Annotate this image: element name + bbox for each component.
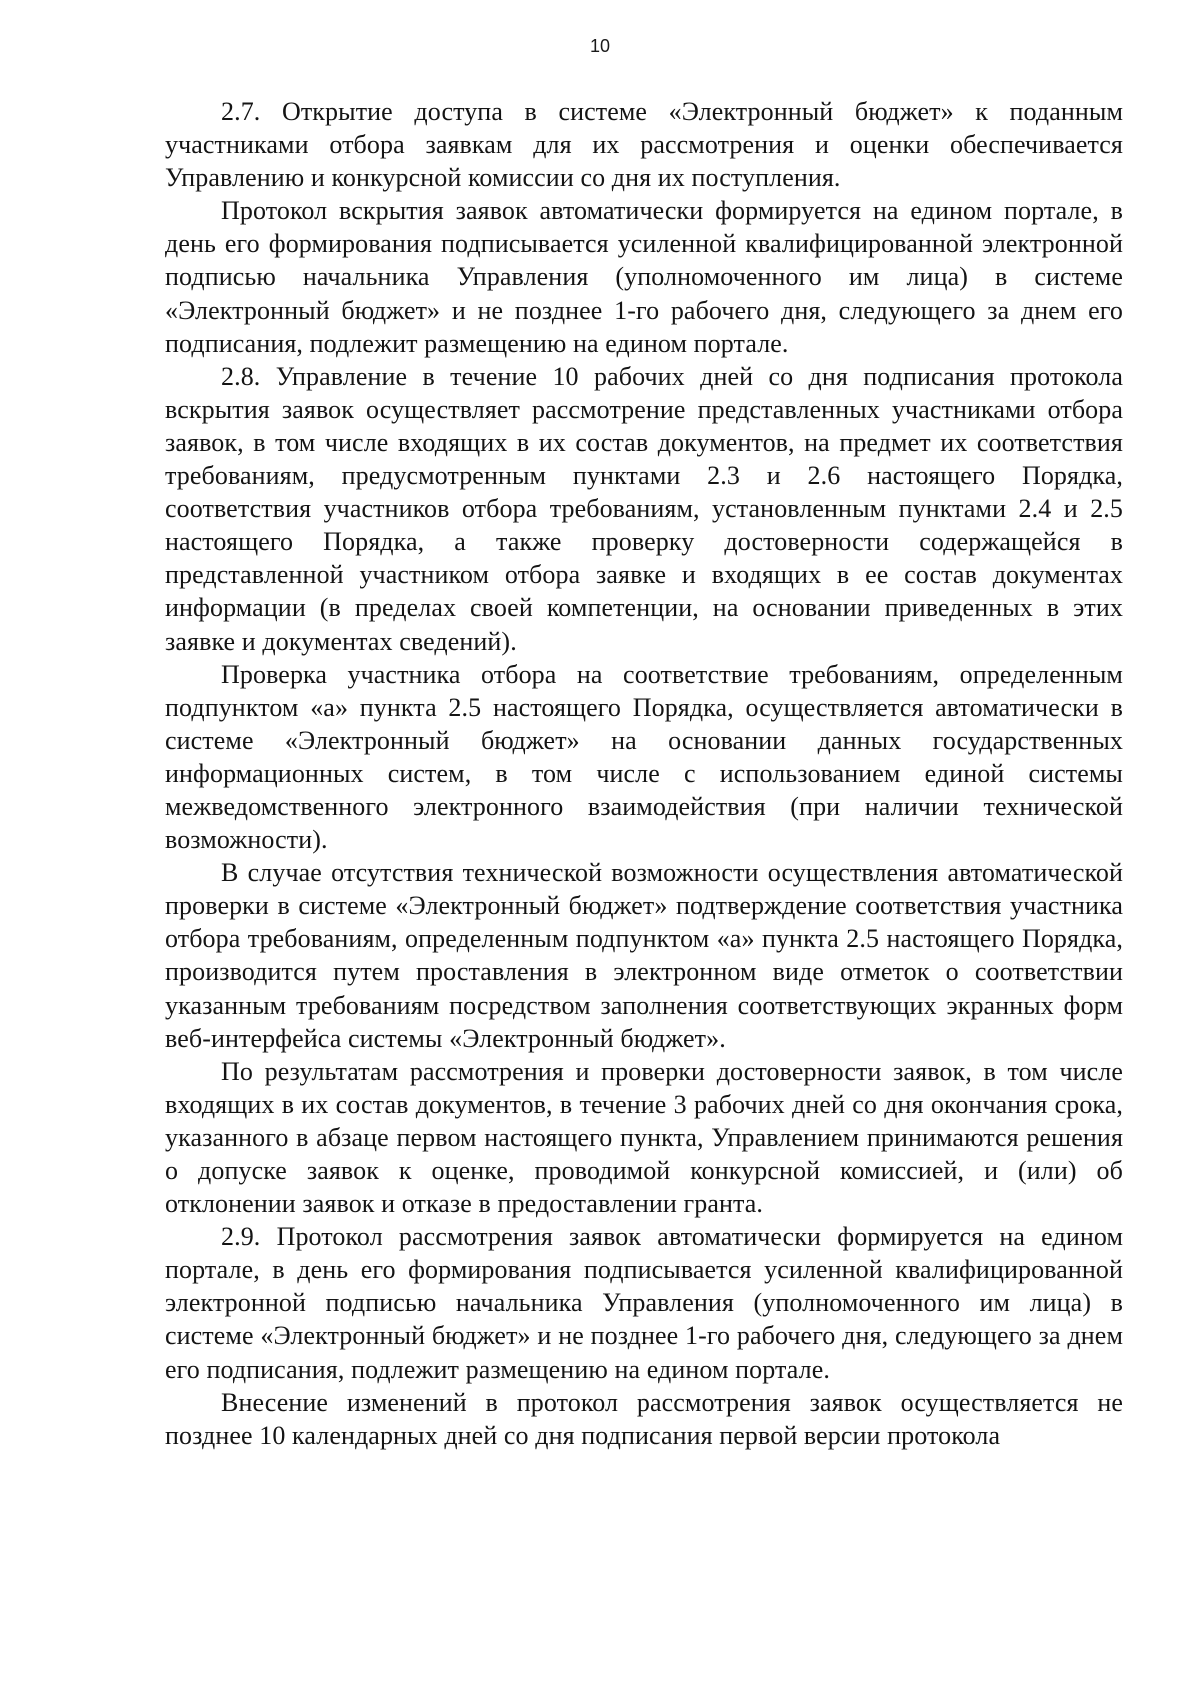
paragraph-2-9: 2.9. Протокол рассмотрения заявок автоматически формируется на едином портале, в день его формирования подписывается усиленной квалифицированной электронной подписью начальника Управления (уполномоченного им лица) в системе «Электронный бюджет» и не позднее 1-го рабочего дня, следующего за днем его подписания, подлежит размещению на едином портале. [165, 1222, 1123, 1384]
paragraph-2-7: 2.7. Открытие доступа в системе «Электронный бюджет» к поданным участниками отбора заявкам для их рассмотрения и оценки обеспечивается Управлению и конкурсной комиссии со дня их поступления. [165, 97, 1123, 193]
paragraph-protocol-changes: Внесение изменений в протокол рассмотрения заявок осуществляется не позднее 10 календарных дней со дня подписания первой версии протокола [165, 1387, 1123, 1450]
paragraph-2-8: 2.8. Управление в течение 10 рабочих дней со дня подписания протокола вскрытия заявок осуществляет рассмотрение представленных участниками отбора заявок, в том числе входящих в их состав документов, на предмет их соответствия требованиям, предусмотренным пунктами 2.3 и 2.6 настоящего Порядка, соответствия участников отбора требованиям, установленным пунктами 2.4 и 2.5 настоящего Порядка, а также проверку достоверности содержащейся в представленной участником отбора заявке и входящих в ее состав документах информации (в пределах своей компетенции, на основании приведенных в этих заявке и документах сведений). [165, 361, 1123, 656]
paragraph-opening-protocol: Протокол вскрытия заявок автоматически формируется на едином портале, в день его формирования подписывается усиленной квалифицированной электронной подписью начальника Управления (уполномоченного им лица) в системе «Электронный бюджет» и не позднее 1-го рабочего дня, следующего за днем его подписания, подлежит размещению на едином портале. [165, 196, 1123, 358]
paragraph-automatic-check: Проверка участника отбора на соответствие требованиям, определенным подпунктом «а» пункта 2.5 настоящего Порядка, осуществляется автоматически в системе «Электронный бюджет» на основании данных государственных информационных систем, в том числе с использованием единой системы межведомственного электронного взаимодействия (при наличии технической возможности). [165, 659, 1123, 855]
paragraph-manual-check: В случае отсутствия технической возможности осуществления автоматической проверки в системе «Электронный бюджет» подтверждение соответствия участника отбора требованиям, определенным подпунктом «а» пункта 2.5 настоящего Порядка, производится путем проставления в электронном виде отметок о соответствии указанным требованиям посредством заполнения соответствующих экранных форм веб-интерфейса системы «Электронный бюджет». [165, 858, 1123, 1053]
document-body [165, 95, 1123, 1452]
page-number: 10 [589, 36, 611, 56]
paragraph-review-results: По результатам рассмотрения и проверки достоверности заявок, в том числе входящих в их состав документов, в течение 3 рабочих дней со дня окончания срока, указанного в абзаце первом настоящего пункта, Управлением принимаются решения о допуске заявок к оценке, проводимой конкурсной комиссией, и (или) об отклонении заявок и отказе в предоставлении гранта. [165, 1056, 1123, 1219]
